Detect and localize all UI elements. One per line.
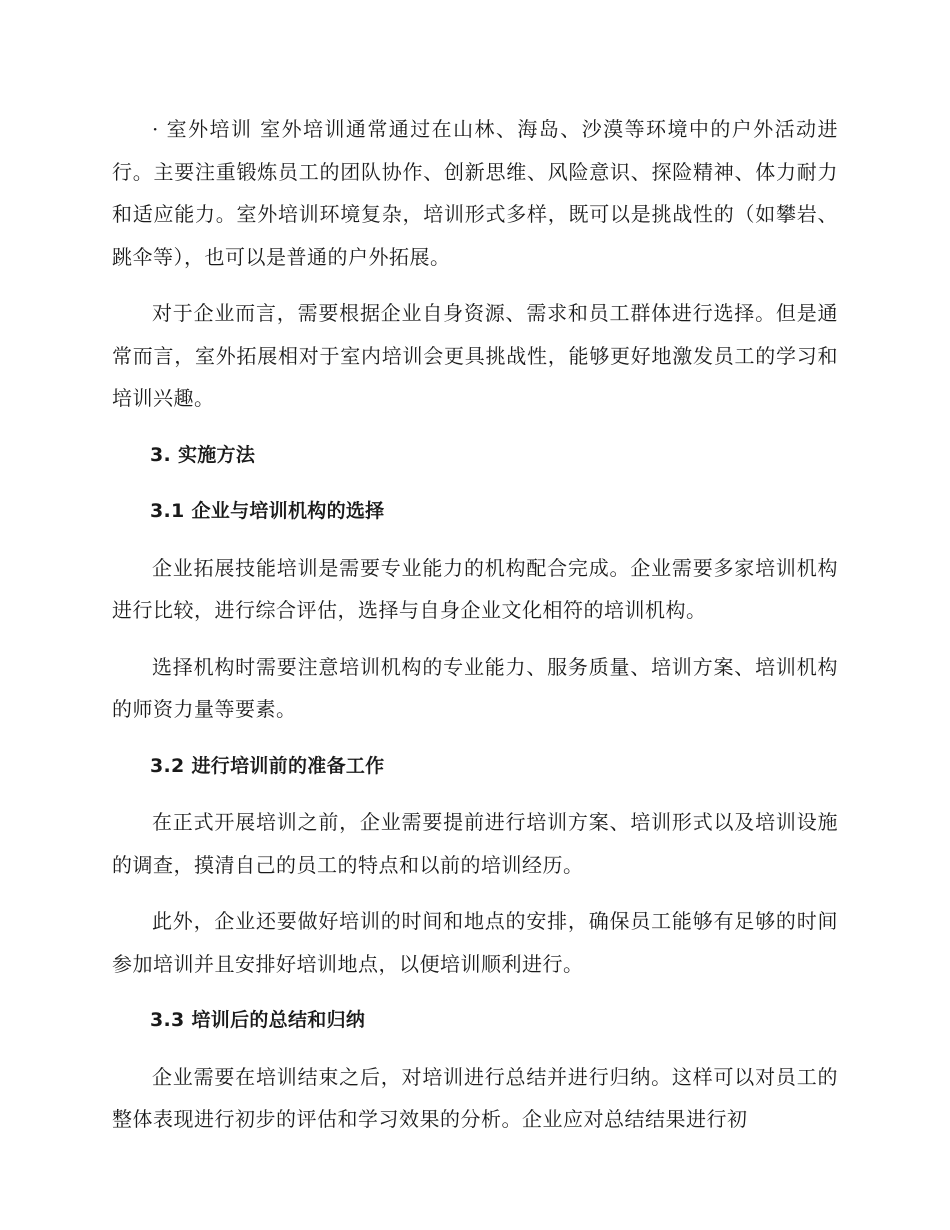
heading-3-3: 3.3 培训后的总结和归纳 bbox=[150, 1009, 366, 1031]
paragraph-institution-criteria: 选择机构时需要注意培训机构的专业能力、服务质量、培训方案、培训机构的师资力量等要素。 bbox=[112, 654, 838, 721]
paragraph-preparation-schedule: 此外，企业还要做好培训的时间和地点的安排，确保员工能够有足够的时间参加培训并且安排好培训地点，以便培训顺利进行。 bbox=[112, 909, 838, 976]
heading-implementation-method: 3. 实施方法 bbox=[150, 443, 256, 466]
paragraph-institution-cooperation: 企业拓展技能培训是需要专业能力的机构配合完成。企业需要多家培训机构进行比较，进行综合评估，选择与自身企业文化相符的培训机构。 bbox=[112, 555, 838, 622]
paragraph-outdoor-training: · 室外培训 室外培训通常通过在山林、海岛、沙漠等环境中的户外活动进行。主要注重锻炼员工的团队协作、创新思维、风险意识、探险精神、体力耐力和适应能力。室外培训环境复杂，培训形式多样，既可以是挑战性的（如攀岩、跳伞等），也可以是普通的户外拓展。 bbox=[112, 117, 838, 269]
paragraph-summary: 企业需要在培训结束之后，对培训进行总结并进行归纳。这样可以对员工的整体表现进行初步的评估和学习效果的分析。企业应对总结结果进行初 bbox=[112, 1064, 838, 1131]
paragraph-preparation-survey: 在正式开展培训之前，企业需要提前进行培训方案、培训形式以及培训设施的调查，摸清自己的员工的特点和以前的培训经历。 bbox=[112, 810, 838, 877]
heading-3-2: 3.2 进行培训前的准备工作 bbox=[150, 754, 385, 777]
paragraph-enterprise-choice: 对于企业而言，需要根据企业自身资源、需求和员工群体进行选择。但是通常而言，室外拓展相对于室内培训会更具挑战性，能够更好地激发员工的学习和培训兴趣。 bbox=[112, 301, 838, 410]
heading-3-1: 3.1 企业与培训机构的选择 bbox=[150, 500, 385, 522]
